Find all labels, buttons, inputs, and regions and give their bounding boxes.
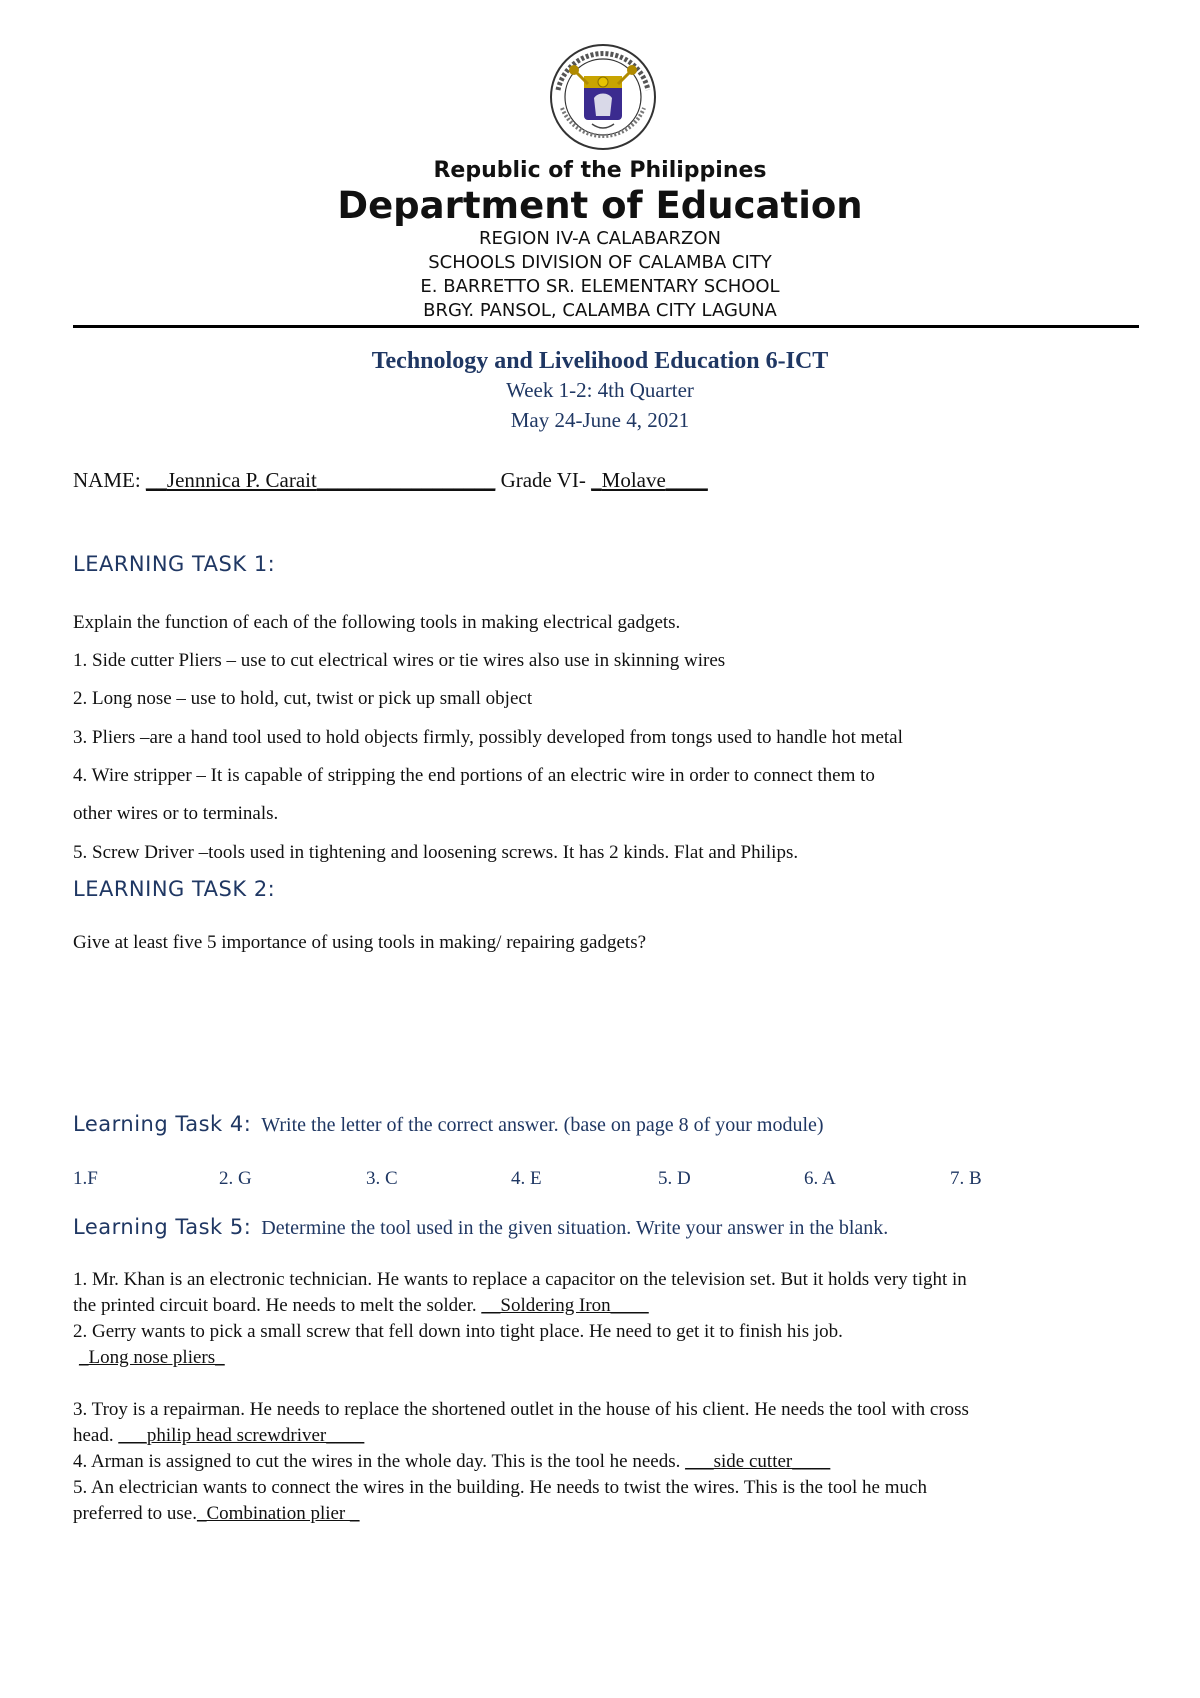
task4-heading: Learning Task 4: xyxy=(73,1112,252,1136)
task4-heading-row xyxy=(73,1112,824,1137)
task1-item: 4. Wire stripper – It is capable of stripping the end portions of an electric wire in order to connect them to xyxy=(73,765,875,786)
task5-heading-row xyxy=(73,1215,888,1240)
task5-q5-answer: _Combination plier _ xyxy=(196,1503,360,1524)
task1-heading: LEARNING TASK 1: xyxy=(73,552,276,576)
task4-answer: 1.F xyxy=(73,1168,98,1189)
task5-q5-line2-row xyxy=(73,1503,360,1525)
division-line: SCHOOLS DIVISION OF CALAMBA CITY xyxy=(428,252,772,273)
task5-q2-answer-row xyxy=(79,1347,225,1369)
task5-q3-answer: ___philip head screwdriver____ xyxy=(118,1425,365,1446)
task5-q5-line2: preferred to use. xyxy=(73,1503,197,1524)
task5-q1-line2: the printed circuit board. He needs to melt the solder. xyxy=(73,1295,482,1316)
task4-instruction: Write the letter of the correct answer. (base on page 8 of your module) xyxy=(261,1114,824,1136)
department-title: Department of Education xyxy=(337,184,863,227)
task4-answer: 2. G xyxy=(219,1168,252,1189)
task4-answer: 7. B xyxy=(950,1168,982,1189)
grade-label: Grade VI- xyxy=(495,468,592,492)
grade-blank-lead: _ xyxy=(591,468,602,492)
task1-item: other wires or to terminals. xyxy=(73,803,279,824)
task5-q4-line: 4. Arman is assigned to cut the wires in the whole day. This is the tool he needs. xyxy=(73,1451,686,1472)
task1-item: 5. Screw Driver –tools used in tightening and loosening screws. It has 2 kinds. Flat and Philips. xyxy=(73,842,799,863)
subject-title: Technology and Livelihood Education 6-ICT xyxy=(371,348,829,374)
republic-line: Republic of the Philippines xyxy=(433,158,767,183)
week-quarter: Week 1-2: 4th Quarter xyxy=(506,378,694,402)
task2-heading: LEARNING TASK 2: xyxy=(73,877,276,901)
header-divider xyxy=(73,325,1139,328)
task5-heading: Learning Task 5: xyxy=(73,1215,252,1239)
task5-q1-answer: __Soldering Iron____ xyxy=(481,1295,649,1316)
student-name: Jennnica P. Carait xyxy=(166,468,317,492)
name-label: NAME: xyxy=(73,468,146,492)
task1-item: 1. Side cutter Pliers – use to cut electrical wires or tie wires also use in skinning wires xyxy=(73,650,726,671)
date-range: May 24-June 4, 2021 xyxy=(510,408,690,432)
section-name: Molave xyxy=(601,468,666,492)
school-line: E. BARRETTO SR. ELEMENTARY SCHOOL xyxy=(420,276,780,297)
task5-q1-line1: 1. Mr. Khan is an electronic technician. He wants to replace a capacitor on the television set. But it holds very tight in xyxy=(73,1269,967,1290)
task1-item: 3. Pliers –are a hand tool used to hold objects firmly, possibly developed from tongs used to handle hot metal xyxy=(73,727,903,748)
task5-q1-line2-row xyxy=(73,1295,649,1317)
task5-q2-answer: _Long nose pliers_ xyxy=(79,1347,225,1368)
task5-q3-line2-row xyxy=(73,1425,364,1447)
task5-q4-answer: ___side cutter____ xyxy=(685,1451,831,1472)
deped-seal-logo xyxy=(548,42,658,152)
name-blank-lead: __ xyxy=(145,468,167,492)
task5-q3-line2: head. xyxy=(73,1425,119,1446)
task5-q5-line1: 5. An electrician wants to connect the wires in the building. He needs to twist the wires. This is the tool he much xyxy=(73,1477,927,1498)
task5-q4-row xyxy=(73,1451,830,1473)
region-line: REGION IV-A CALABARZON xyxy=(479,228,721,249)
task1-item: 2. Long nose – use to hold, cut, twist or pick up small object xyxy=(73,688,533,709)
task4-answer: 3. C xyxy=(366,1168,398,1189)
name-blank-trail: _________________ xyxy=(316,468,496,492)
task5-q2-line1: 2. Gerry wants to pick a small screw that fell down into tight place. He need to get it to finish his job. xyxy=(73,1321,843,1342)
task5-instruction: Determine the tool used in the given situation. Write your answer in the blank. xyxy=(261,1217,889,1239)
task4-answer: 6. A xyxy=(804,1168,836,1189)
task4-answer: 4. E xyxy=(511,1168,542,1189)
address-line: BRGY. PANSOL, CALAMBA CITY LAGUNA xyxy=(423,300,777,321)
task1-instruction: Explain the function of each of the following tools in making electrical gadgets. xyxy=(73,612,681,633)
name-grade-row xyxy=(73,468,708,493)
grade-blank-trail: ____ xyxy=(665,468,708,492)
task2-instruction: Give at least five 5 importance of using tools in making/ repairing gadgets? xyxy=(73,932,647,953)
task5-q3-line1: 3. Troy is a repairman. He needs to replace the shortened outlet in the house of his client. He needs the tool with cross xyxy=(73,1399,969,1420)
task4-answer: 5. D xyxy=(658,1168,691,1189)
